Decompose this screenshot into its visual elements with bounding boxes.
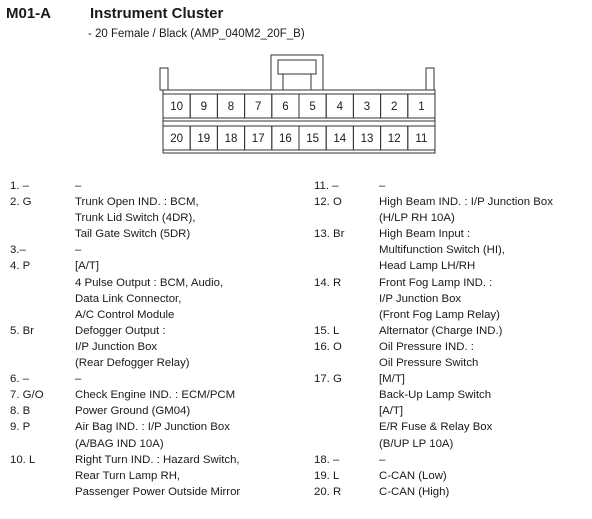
pin-number: 16 [279, 133, 292, 145]
pin-description-line: Trunk Lid Switch (4DR), [75, 212, 196, 225]
pin-description [75, 419, 300, 451]
pin-description-line: I/P Junction Box [75, 340, 158, 353]
pin-id: 16. O [314, 340, 342, 353]
pin-description-line: Check Engine IND. : ECM/PCM [75, 389, 236, 402]
pin-description-line: Data Link Connector, [75, 292, 182, 305]
pin-number: 14 [333, 133, 347, 145]
pin-id: 1. – [10, 180, 29, 192]
pin-description-line: (A/BAG IND 10A) [75, 437, 164, 450]
pin-description-line: A/C Control Module [75, 308, 175, 321]
pin-entry [10, 371, 300, 387]
pin-description-line: Trunk Open IND. : BCM, [75, 196, 199, 209]
pin-number: 18 [224, 133, 238, 145]
pin-entry [10, 178, 300, 194]
pin-description [75, 242, 300, 258]
pin-description [379, 178, 592, 194]
pin-id: 15. L [314, 324, 340, 337]
pin-number: 20 [170, 133, 183, 145]
pin-number: 11 [415, 133, 428, 145]
pin-description [379, 194, 592, 226]
pin-id: 19. L [314, 469, 340, 482]
pin-description-line: High Beam Input : [379, 228, 471, 241]
pin-number: 10 [170, 101, 183, 113]
pin-description-line: – [75, 180, 82, 192]
pin-entry [314, 371, 592, 451]
pin-entry [314, 323, 592, 339]
pin-description [75, 323, 300, 371]
pin-id: 2. G [10, 196, 32, 209]
pin-id: 10. L [10, 453, 36, 466]
pin-number: 5 [309, 101, 316, 113]
pin-description-line: Multifunction Switch (HI), [379, 244, 505, 257]
pin-number: 3 [363, 101, 371, 113]
pin-id: 8. B [10, 405, 31, 418]
connector-code: M01-A [6, 5, 52, 22]
pin-description-line: I/P Junction Box [379, 292, 462, 305]
pin-id: 11. – [314, 180, 339, 192]
connector-latch-inner [278, 60, 316, 74]
pin-entry [314, 339, 592, 371]
pin-description [75, 387, 300, 403]
pin-description-line: [A/T] [75, 260, 100, 273]
pin-number: 2 [390, 101, 398, 113]
pin-description-line: – [75, 373, 82, 386]
pin-description-line: (Rear Defogger Relay) [75, 357, 190, 370]
pin-description-line: Oil Pressure Switch [379, 357, 479, 370]
pin-description-line: – [75, 244, 82, 257]
pin-entry [10, 194, 300, 242]
pin-description-line: Back-Up Lamp Switch [379, 389, 492, 402]
pin-entry [314, 178, 592, 194]
pin-number: 1 [418, 101, 425, 113]
pin-description [379, 226, 592, 274]
pin-number: 17 [251, 133, 265, 145]
pin-description-line: 4 Pulse Output : BCM, Audio, [75, 276, 224, 289]
pin-description-line: [A/T] [379, 405, 404, 418]
pin-id: 7. G/O [10, 389, 44, 402]
pin-list-left [10, 178, 300, 500]
pin-number: 19 [197, 133, 211, 145]
pin-description-line: (B/UP LP 10A) [379, 437, 454, 450]
connector-left-tab [160, 68, 168, 90]
pin-description-line: Air Bag IND. : I/P Junction Box [75, 421, 230, 434]
pin-description-line: Front Fog Lamp IND. : [379, 276, 493, 289]
connector-right-tab [426, 68, 434, 90]
pin-description-line: Alternator (Charge IND.) [379, 324, 503, 337]
pin-entry [10, 242, 300, 258]
pin-description-line: Tail Gate Switch (5DR) [75, 228, 191, 241]
pin-description-line: [M/T] [379, 373, 405, 386]
connector-diagram [0, 0, 592, 170]
pin-number: 9 [200, 101, 208, 113]
pin-description-line: Right Turn IND. : Hazard Switch, [75, 453, 240, 466]
pin-description [75, 403, 300, 419]
pin-description-line: Head Lamp LH/RH [379, 260, 476, 273]
pin-description [379, 452, 592, 468]
pin-description-line: E/R Fuse & Relay Box [379, 421, 493, 434]
pin-description [379, 275, 592, 323]
pin-description-line: Rear Turn Lamp RH, [75, 469, 181, 482]
pin-number: 6 [282, 101, 289, 113]
pin-description-line: High Beam IND. : I/P Junction Box [379, 196, 553, 209]
pin-description-line: (Front Fog Lamp Relay) [379, 308, 500, 321]
pin-number: 4 [336, 101, 344, 113]
pin-entry [314, 226, 592, 274]
pin-id: 17. G [314, 373, 342, 386]
pin-entry [10, 323, 300, 371]
pin-id: 3.– [10, 244, 26, 257]
pin-description-line: (H/LP RH 10A) [379, 212, 455, 225]
pin-entry [10, 452, 300, 500]
pin-number: 7 [254, 101, 262, 113]
pin-description [379, 339, 592, 371]
pin-entry [10, 419, 300, 451]
pin-entry [10, 387, 300, 403]
pin-entry [314, 194, 592, 226]
pin-id: 9. P [10, 421, 31, 434]
pin-description [75, 178, 300, 194]
pin-list-right [314, 178, 592, 500]
pin-description [379, 468, 592, 484]
page-title: Instrument Cluster [90, 5, 224, 22]
pin-id: 14. R [314, 276, 342, 289]
pin-entry [314, 452, 592, 468]
pin-entry [10, 258, 300, 322]
pin-description-line: – [379, 180, 386, 192]
pin-description-line: Power Ground (GM04) [75, 405, 191, 418]
pin-entry [10, 403, 300, 419]
pin-description-line: C-CAN (Low) [379, 469, 447, 482]
pin-description-line: – [379, 453, 386, 466]
pin-description-line: Passenger Power Outside Mirror [75, 485, 241, 498]
pin-number: 8 [227, 101, 235, 113]
pin-entry [314, 468, 592, 484]
pin-entry [314, 275, 592, 323]
pin-number: 13 [360, 133, 374, 145]
pin-description [379, 323, 592, 339]
pin-id: 4. P [10, 260, 31, 273]
connector-subtitle: - 20 Female / Black (AMP_040M2_20F_B) [88, 28, 305, 40]
pin-description-line: C-CAN (High) [379, 485, 450, 498]
pin-id: 13. Br [314, 228, 345, 241]
pin-description [75, 194, 300, 242]
pin-id: 6. – [10, 373, 29, 386]
pin-number: 15 [306, 133, 319, 145]
pin-description [75, 371, 300, 387]
pin-description-line: Oil Pressure IND. : [379, 340, 474, 353]
pin-id: 12. O [314, 196, 342, 209]
pin-id: 18. – [314, 453, 340, 466]
pin-id: 20. R [314, 485, 342, 498]
pin-number: 12 [387, 133, 401, 145]
pin-id: 5. Br [10, 324, 35, 337]
pin-description-line: Defogger Output : [75, 324, 166, 337]
pin-description [75, 258, 300, 322]
pin-description [379, 371, 592, 451]
pin-description [75, 452, 300, 500]
pin-entry [314, 484, 592, 500]
pin-description [379, 484, 592, 500]
